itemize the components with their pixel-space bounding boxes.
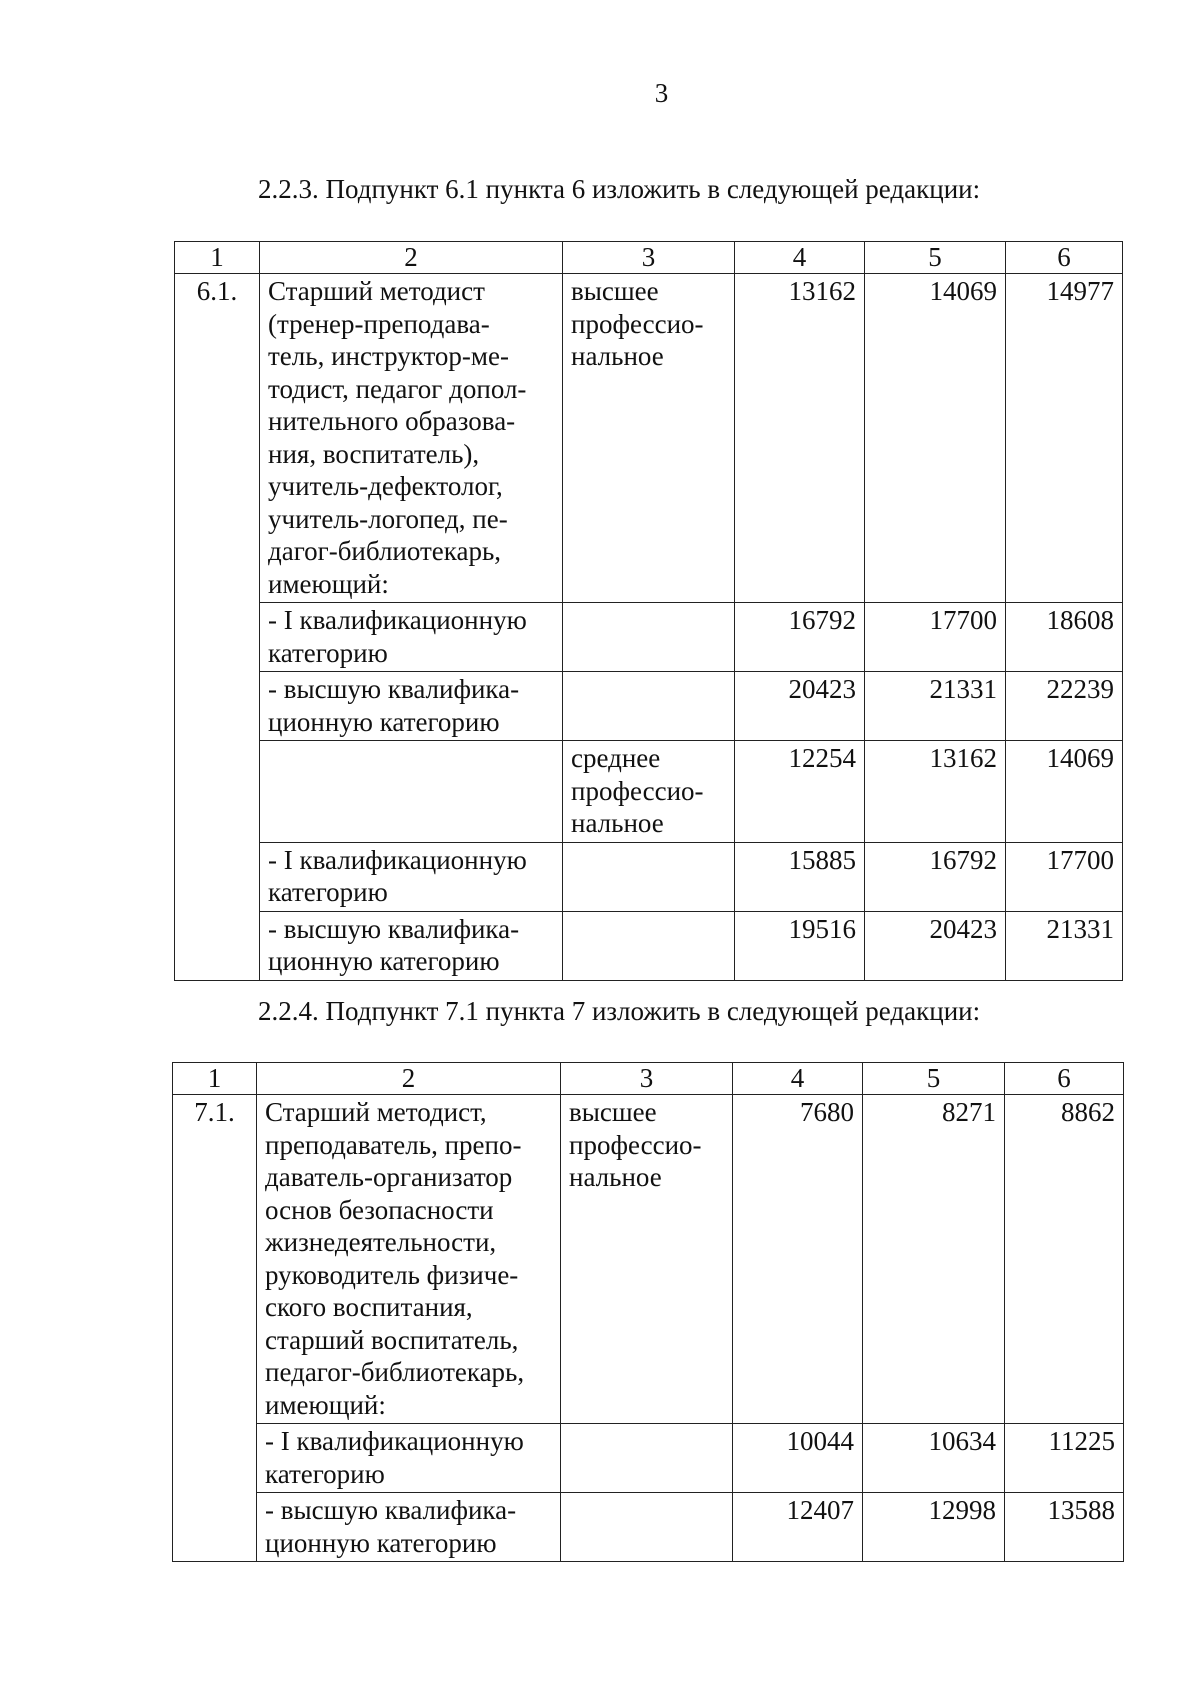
salary-table-6-1 xyxy=(174,241,1123,981)
position-line: жизнедеятельности, xyxy=(265,1227,497,1257)
position-line: имеющий: xyxy=(268,568,389,599)
column-header-2: 2 xyxy=(260,242,563,274)
salary-value-col-6: 22239 xyxy=(1006,672,1123,741)
education-cell xyxy=(563,842,735,911)
position-cell xyxy=(260,911,563,980)
column-header-4: 4 xyxy=(733,1063,863,1095)
table-row xyxy=(175,741,1123,843)
table-row xyxy=(175,672,1123,741)
position-line: ционную категорию xyxy=(268,706,500,737)
column-header-3: 3 xyxy=(561,1063,733,1095)
education-line: нальное xyxy=(571,341,664,371)
position-line: (тренер-преподава- xyxy=(268,308,490,339)
position-line: ционную категорию xyxy=(268,946,500,976)
salary-value-col-6: 11225 xyxy=(1005,1424,1124,1493)
salary-value-col-4: 7680 xyxy=(733,1095,863,1424)
salary-value-col-5: 17700 xyxy=(865,603,1006,672)
salary-value-col-6: 8862 xyxy=(1005,1095,1124,1424)
position-line: нительного образова- xyxy=(268,406,516,436)
column-header-5: 5 xyxy=(863,1063,1005,1095)
salary-value-col-5: 8271 xyxy=(863,1095,1005,1424)
salary-value-col-6: 14069 xyxy=(1006,741,1123,843)
position-line: дагог-библиотекарь, xyxy=(268,536,502,566)
position-cell xyxy=(260,603,563,672)
position-line: Старший методист xyxy=(268,276,485,306)
position-line: ния, воспитатель), xyxy=(268,438,480,469)
column-header-2: 2 xyxy=(257,1063,561,1095)
table-row xyxy=(175,911,1123,980)
education-cell xyxy=(563,274,735,603)
position-line: основ безопасности xyxy=(265,1194,494,1225)
salary-value-col-6: 18608 xyxy=(1006,603,1123,672)
salary-value-col-4: 15885 xyxy=(735,842,865,911)
salary-value-col-4: 19516 xyxy=(735,911,865,980)
education-line: нальное xyxy=(569,1162,662,1192)
education-line: профессио- xyxy=(571,775,704,806)
table-row xyxy=(175,274,1123,603)
table-row xyxy=(173,1493,1124,1562)
education-cell xyxy=(561,1095,733,1424)
column-header-1: 1 xyxy=(175,242,260,274)
salary-value-col-5: 20423 xyxy=(865,911,1006,980)
salary-value-col-4: 13162 xyxy=(735,274,865,603)
education-line: профессио- xyxy=(571,308,704,339)
column-header-6: 6 xyxy=(1005,1063,1124,1095)
salary-value-col-5: 14069 xyxy=(865,274,1006,603)
education-line: высшее xyxy=(569,1097,657,1127)
position-line: учитель-дефектолог, xyxy=(268,471,503,501)
position-line: учитель-логопед, пе- xyxy=(268,503,508,534)
salary-value-col-4: 20423 xyxy=(735,672,865,741)
education-line: профессио- xyxy=(569,1129,702,1160)
table-row xyxy=(173,1424,1124,1493)
education-line: среднее xyxy=(571,743,661,773)
position-cell xyxy=(257,1493,561,1562)
position-line: категорию xyxy=(268,637,388,668)
position-line: - I квалификационную xyxy=(268,844,527,875)
page-number: 3 xyxy=(654,78,669,108)
position-line: категорию xyxy=(268,877,388,907)
salary-value-col-5: 21331 xyxy=(865,672,1006,741)
table-row xyxy=(175,603,1123,672)
position-line: руководитель физиче- xyxy=(265,1259,519,1290)
salary-value-col-5: 12998 xyxy=(863,1493,1005,1562)
position-line: Старший методист, xyxy=(265,1097,487,1127)
column-header-5: 5 xyxy=(865,242,1006,274)
salary-value-col-4: 16792 xyxy=(735,603,865,672)
table-row xyxy=(173,1095,1124,1424)
row-number: 7.1. xyxy=(173,1095,257,1562)
salary-value-col-6: 13588 xyxy=(1005,1493,1124,1562)
position-cell xyxy=(260,672,563,741)
position-line: - I квалификационную xyxy=(265,1426,524,1456)
salary-value-col-4: 10044 xyxy=(733,1424,863,1493)
education-line: высшее xyxy=(571,276,659,306)
column-header-1: 1 xyxy=(173,1063,257,1095)
position-line: - высшую квалифика- xyxy=(268,913,520,944)
position-cell xyxy=(260,842,563,911)
position-line: - высшую квалифика- xyxy=(268,674,520,704)
education-cell xyxy=(561,1424,733,1493)
position-line: старший воспитатель, xyxy=(265,1324,519,1355)
position-line: имеющий: xyxy=(265,1389,386,1420)
education-line: нальное xyxy=(571,808,664,838)
column-header-4: 4 xyxy=(735,242,865,274)
column-header-6: 6 xyxy=(1006,242,1123,274)
position-cell xyxy=(257,1095,561,1424)
position-line: категорию xyxy=(265,1458,385,1489)
education-cell xyxy=(563,672,735,741)
salary-value-col-5: 16792 xyxy=(865,842,1006,911)
position-cell xyxy=(260,741,563,843)
position-line: тодист, педагог допол- xyxy=(268,373,527,404)
table-header-row xyxy=(173,1063,1124,1095)
column-header-3: 3 xyxy=(563,242,735,274)
salary-table-7-1 xyxy=(172,1062,1124,1562)
salary-value-col-6: 17700 xyxy=(1006,842,1123,911)
salary-value-col-5: 13162 xyxy=(865,741,1006,843)
position-line: ционную категорию xyxy=(265,1527,497,1558)
position-line: тель, инструктор-ме- xyxy=(268,341,509,371)
salary-value-col-6: 21331 xyxy=(1006,911,1123,980)
salary-value-col-4: 12254 xyxy=(735,741,865,843)
position-cell xyxy=(260,274,563,603)
position-line: - высшую квалифика- xyxy=(265,1495,517,1525)
education-cell xyxy=(563,911,735,980)
table-row xyxy=(175,842,1123,911)
education-cell xyxy=(563,741,735,843)
position-line: ского воспитания, xyxy=(265,1292,473,1322)
position-line: - I квалификационную xyxy=(268,605,527,635)
salary-value-col-5: 10634 xyxy=(863,1424,1005,1493)
education-cell xyxy=(563,603,735,672)
education-cell xyxy=(561,1493,733,1562)
position-cell xyxy=(257,1424,561,1493)
table-header-row xyxy=(175,242,1123,274)
salary-value-col-4: 12407 xyxy=(733,1493,863,1562)
position-line: преподаватель, препо- xyxy=(265,1129,522,1160)
position-line: даватель-организатор xyxy=(265,1162,513,1192)
row-number: 6.1. xyxy=(175,274,260,981)
section-heading-2-2-4: 2.2.4. Подпункт 7.1 пункта 7 изложить в следующей редакции: xyxy=(258,996,981,1026)
section-heading-2-2-3: 2.2.3. Подпункт 6.1 пункта 6 изложить в следующей редакции: xyxy=(258,174,981,204)
position-line: педагог-библиотекарь, xyxy=(265,1357,525,1387)
salary-value-col-6: 14977 xyxy=(1006,274,1123,603)
